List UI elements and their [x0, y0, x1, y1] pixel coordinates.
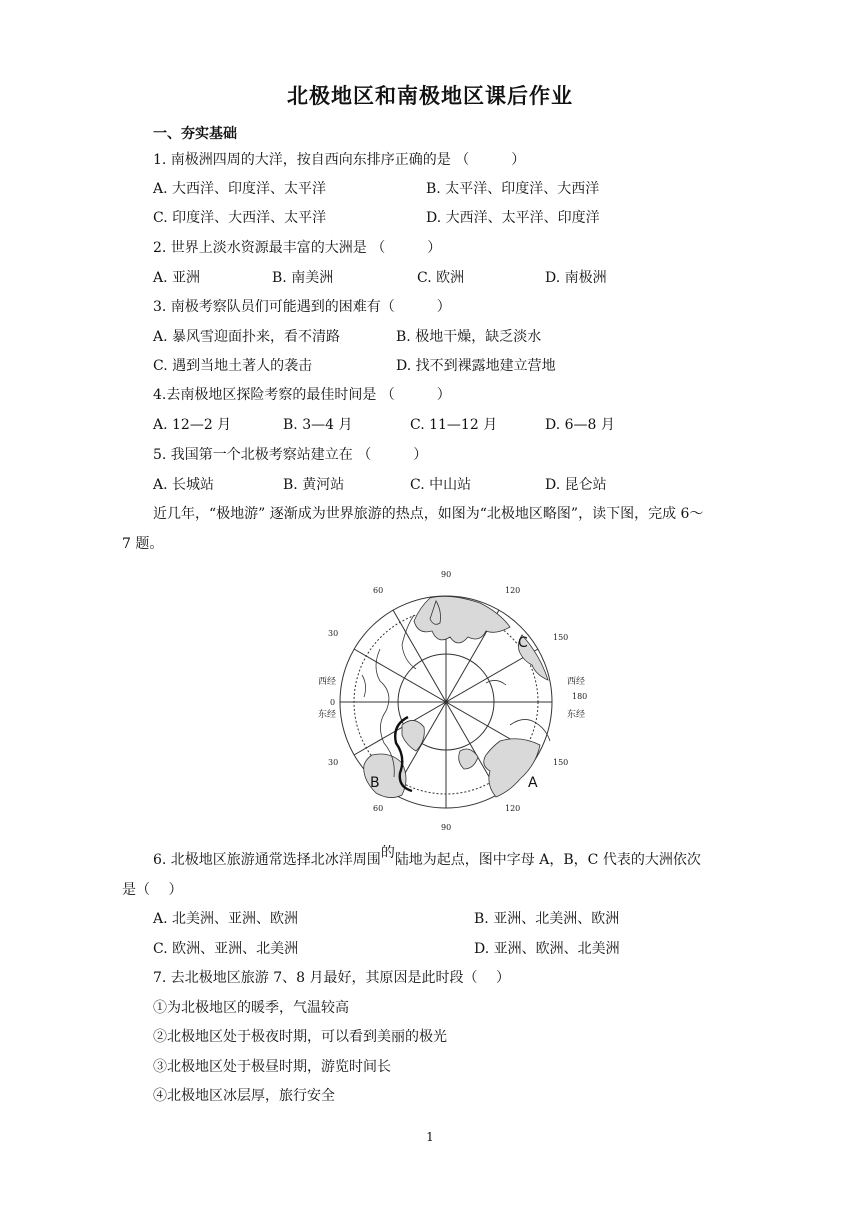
question-6-stem-superscript: 的: [380, 845, 395, 861]
question-5-option-c: C. 中山站: [410, 477, 472, 493]
question-6-stem-part-b: 陆地为起点，图中字母 A，B，C 代表的大洲依次: [394, 852, 701, 868]
question-6-stem-part-a: 6. 北极地区旅游通常选择北冰洋周围: [153, 852, 381, 868]
map-letter-a: A: [528, 775, 538, 791]
lon-label-90-bottom: 90: [441, 823, 452, 832]
question-4-option-d: D. 6—8 月: [545, 417, 615, 433]
page-number: 1: [426, 1130, 434, 1144]
question-7-stem: 7. 去北极地区旅游 7、8 月最好，其原因是此时段（ ）: [153, 970, 510, 986]
question-1-option-b: B. 太平洋、印度洋、大西洋: [426, 181, 600, 197]
question-6-option-d: D. 亚洲、欧洲、北美洲: [474, 941, 620, 957]
question-4-stem: 4.去南极地区探险考察的最佳时间是 （ ）: [153, 387, 451, 403]
question-6-option-a: A. 北美洲、亚洲、欧洲: [153, 911, 299, 927]
question-1-option-c: C. 印度洋、大西洋、太平洋: [153, 210, 327, 226]
question-5-stem: 5. 我国第一个北极考察站建立在 （ ）: [153, 447, 428, 463]
question-6-option-b: B. 亚洲、北美洲、欧洲: [474, 911, 620, 927]
intro-paragraph-line-2: 7 题。: [122, 536, 164, 552]
question-1-option-d: D. 大西洋、太平洋、印度洋: [426, 210, 600, 226]
question-7-item-2: ②北极地区处于极夜时期，可以看到美丽的极光: [153, 1029, 447, 1045]
question-6-option-c: C. 欧洲、亚洲、北美洲: [153, 941, 299, 957]
lon-label-60-bottom: 60: [373, 804, 384, 813]
section-heading: 一、夯实基础: [153, 126, 237, 142]
question-2-option-c: C. 欧洲: [417, 270, 465, 286]
east-longitude-label-left: 东经: [318, 710, 337, 720]
question-1-stem: 1. 南极洲四周的大洋，按自西向东排序正确的是 （ ）: [153, 152, 526, 168]
question-1-option-a: A. 大西洋、印度洋、太平洋: [153, 181, 327, 197]
lon-label-60-top: 60: [373, 586, 384, 595]
lon-label-90-top: 90: [441, 570, 452, 579]
question-7-item-3: ③北极地区处于极昼时期，游览时间长: [153, 1059, 391, 1075]
lon-label-0: 0: [330, 698, 336, 707]
question-5-option-d: D. 昆仑站: [545, 477, 607, 493]
lon-label-120-top: 120: [505, 586, 521, 595]
west-longitude-label-right: 西经: [567, 677, 586, 687]
lon-label-180: 180: [572, 692, 588, 701]
question-2-option-a: A. 亚洲: [153, 270, 201, 286]
question-2-stem: 2. 世界上淡水资源最丰富的大洲是 （ ）: [153, 240, 442, 256]
question-4-option-c: C. 11—12 月: [410, 417, 498, 433]
question-5-option-a: A. 长城站: [153, 477, 215, 493]
question-4-option-b: B. 3—4 月: [283, 417, 353, 433]
west-longitude-label-left: 西经: [318, 677, 337, 687]
question-3-option-d: D. 找不到裸露地建立营地: [396, 358, 556, 374]
question-5-option-b: B. 黄河站: [283, 477, 345, 493]
question-3-option-c: C. 遇到当地土著人的袭击: [153, 358, 313, 374]
lon-label-30-top: 30: [328, 629, 339, 638]
arctic-map: [310, 565, 590, 840]
lon-label-30-bottom: 30: [328, 758, 339, 767]
question-3-option-a: A. 暴风雪迎面扑来，看不清路: [153, 329, 341, 345]
question-3-option-b: B. 极地干燥，缺乏淡水: [396, 329, 542, 345]
question-6-stem-line-1: [153, 845, 701, 869]
intro-paragraph-line-1: 近几年，“极地游” 逐渐成为世界旅游的热点，如图为“北极地区略图”，读下图，完成 6～: [153, 506, 704, 522]
page-title: 北极地区和南极地区课后作业: [287, 84, 573, 108]
lon-label-150-bottom: 150: [553, 758, 569, 767]
question-6-stem-line-2: 是（ ）: [122, 882, 183, 898]
question-7-item-1: ①为北极地区的暖季，气温较高: [153, 1000, 349, 1016]
question-7-item-4: ④北极地区冰层厚，旅行安全: [153, 1088, 335, 1104]
question-2-option-b: B. 南美洲: [272, 270, 334, 286]
question-3-stem: 3. 南极考察队员们可能遇到的困难有（ ）: [153, 299, 451, 315]
map-letter-c: C: [518, 635, 528, 651]
question-4-option-a: A. 12—2 月: [153, 417, 232, 433]
lon-label-150-top: 150: [553, 633, 569, 642]
lon-label-120-bottom: 120: [505, 804, 521, 813]
east-longitude-label-right: 东经: [567, 710, 586, 720]
map-letter-b: B: [370, 775, 380, 791]
question-2-option-d: D. 南极洲: [545, 270, 607, 286]
